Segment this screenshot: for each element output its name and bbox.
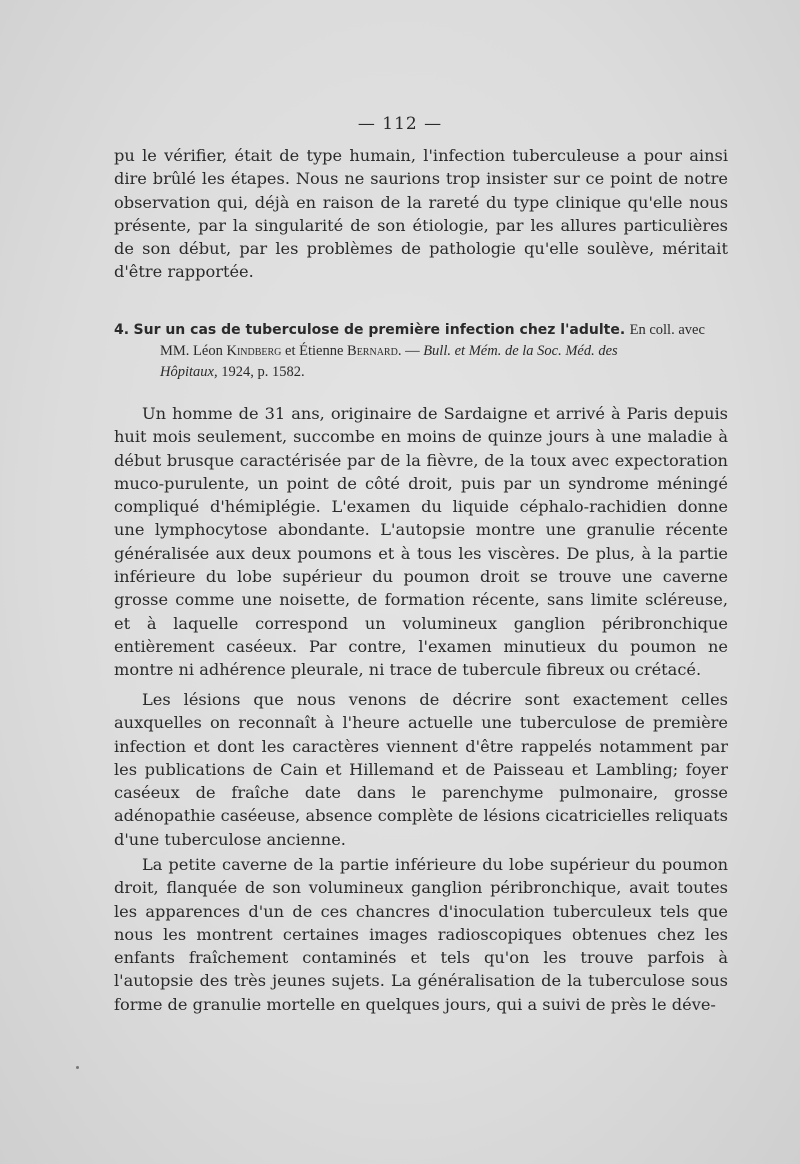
reference-number: 4.: [114, 322, 130, 338]
margin-speck: [76, 1066, 79, 1069]
reference-author-bernard: Bernard.: [347, 343, 402, 359]
paragraph-continuation: pu le vérifier, était de type humain, l'infection tuberculeuse a pour ainsi dire brûlé les étapes. Nous ne saurions trop insister sur ce point de notre observation qui, déjà en raison de la rareté du type clinique qu'elle nous présente, par la singularité de son étiologie, par les allures particulières de son début, par les problèmes de pathologie qu'elle soulève, méritait d'être rapportée.: [114, 146, 728, 282]
reference-coll: En coll. avec: [629, 322, 705, 338]
paragraph-case-description: Un homme de 31 ans, originaire de Sardaigne et arrivé à Paris depuis huit mois seulement, succombe en moins de quinze jours à une maladie à début brusque caractérisée par de la fièvre, de la toux avec expectoration muco-purulente, un point de côté droit, puis par un syndrome méningé compliqué d'hémiplégie. L'examen du liquide céphalo-rachidien donne une lymphocytose abondante. L'autopsie montre une granulie récente généralisée aux deux poumons et à tous les viscères. De plus, à la partie inférieure du lobe supérieur du poumon droit se trouve une caverne grosse comme une noisette, de formation récente, sans limite scléreuse, et à laquelle correspond un volumineux ganglion péribronchique entièrement caséeux. Par contre, l'examen minutieux du poumon ne montre ni adhérence pleurale, ni trace de tubercule fibreux ou crétacé.: [114, 404, 728, 680]
reference-authors-line: [114, 341, 728, 362]
reference-entry: [114, 320, 728, 383]
paragraph-cavern: La petite caverne de la partie inférieure du lobe supérieur du poumon droit, flanquée de son volumineux ganglion péribronchique, avait toutes les apparences d'un de ces chancres d'inoculation tuberculeux tels que nous les montrent certaines images radioscopiques obtenues chez les enfants fraîchement contaminés et tels qu'on les trouve parfois à l'autopsie des très jeunes sujets. La généralisation de la tuberculose sous forme de granulie mortelle en quelques jours, qui a suivi de près le déve-: [114, 855, 728, 1014]
reference-journal-cont: Hôpitaux,: [160, 364, 218, 380]
reference-dash: —: [405, 343, 420, 359]
reference-journal-line: [114, 362, 728, 383]
reference-and: et Étienne: [285, 343, 344, 359]
reference-journal: Bull. et Mém. de la Soc. Méd. des: [423, 343, 618, 359]
reference-title: Sur un cas de tuberculose de première infection chez l'adulte.: [133, 322, 626, 338]
reference-year-pages: 1924, p. 1582.: [221, 364, 305, 380]
reference-author-kindberg: Kindberg: [226, 343, 282, 359]
reference-prefix: MM. Léon: [160, 343, 223, 359]
paragraph-lesions: Les lésions que nous venons de décrire sont exactement celles auxquelles on reconnaît à l'heure actuelle une tuberculose de première infection et dont les caractères viennent d'être rappelés notamment par les publications de Cain et Hillemand et de Paisseau et Lambling; foyer caséeux de fraîche date dans le parenchyme pulmonaire, grosse adénopathie caséeuse, absence complète de lésions cicatricielles reliquats d'une tuberculose ancienne.: [114, 690, 728, 849]
page-number: — 112 —: [357, 114, 443, 134]
